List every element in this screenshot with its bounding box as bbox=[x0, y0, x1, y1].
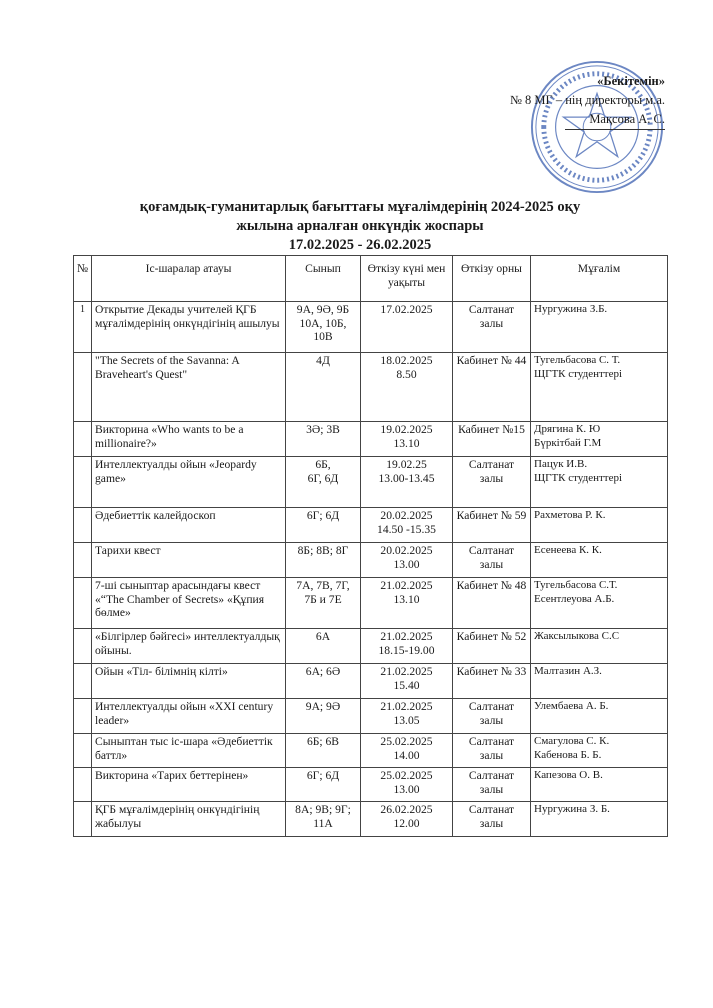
approval-position: № 8 МГ – нің директоры м.а. bbox=[509, 93, 665, 107]
cell-class: 6Б, 6Г, 6Д bbox=[286, 457, 361, 508]
cell-class: 6А bbox=[286, 629, 361, 664]
cell-date: 21.02.2025 13.10 bbox=[361, 578, 453, 629]
table-row bbox=[74, 543, 668, 578]
cell-teacher: Малтазин А.З. bbox=[531, 664, 668, 699]
heading-line-2: жылына арналған онкүндік жоспары bbox=[236, 218, 484, 234]
cell-date: 20.02.2025 14.50 -15.35 bbox=[361, 508, 453, 543]
cell-place: Салтанат залы bbox=[453, 734, 531, 768]
cell-num: 1 bbox=[74, 302, 92, 353]
cell-event: Тарихи квест bbox=[92, 543, 286, 578]
cell-num bbox=[74, 629, 92, 664]
cell-num bbox=[74, 802, 92, 837]
cell-class: 4Д bbox=[286, 353, 361, 422]
table-row bbox=[74, 768, 668, 802]
cell-event: 7-ші сыныптар арасындағы квест «“The Chamber of Secrets» «Құпия бөлме» bbox=[92, 578, 286, 629]
header-date: Өткізу күні мен уақыты bbox=[361, 256, 453, 302]
cell-date: 26.02.2025 12.00 bbox=[361, 802, 453, 837]
cell-place: Кабинет № 48 bbox=[453, 578, 531, 629]
cell-date: 21.02.2025 15.40 bbox=[361, 664, 453, 699]
cell-class: 9А; 9Ә bbox=[286, 699, 361, 734]
cell-num bbox=[74, 457, 92, 508]
cell-event: Интеллектуалды ойын «Jeopardy game» bbox=[92, 457, 286, 508]
cell-date: 21.02.2025 18.15-19.00 bbox=[361, 629, 453, 664]
cell-class: 6Б; 6В bbox=[286, 734, 361, 768]
table-row bbox=[74, 699, 668, 734]
table-row bbox=[74, 629, 668, 664]
cell-num bbox=[74, 768, 92, 802]
cell-event: Сыныптан тыс іс-шара «Әдебиеттік баттл» bbox=[92, 734, 286, 768]
cell-date: 18.02.2025 8.50 bbox=[361, 353, 453, 422]
cell-event: «Білгірлер бәйгесі» интеллектуалдық ойыны. bbox=[92, 629, 286, 664]
cell-class: 7А, 7В, 7Г, 7Б и 7Е bbox=[286, 578, 361, 629]
cell-event: Ойын «Тіл- білімнің кілті» bbox=[92, 664, 286, 699]
cell-place: Кабинет № 33 bbox=[453, 664, 531, 699]
cell-date: 25.02.2025 14.00 bbox=[361, 734, 453, 768]
cell-teacher: Нургужина З.Б. bbox=[531, 302, 668, 353]
cell-num bbox=[74, 734, 92, 768]
cell-event: Интеллектуалды ойын «XXI century leader» bbox=[92, 699, 286, 734]
cell-teacher: Тугельбасова С.Т. Есентлеуова А.Б. bbox=[531, 578, 668, 629]
cell-teacher: Капезова О. В. bbox=[531, 768, 668, 802]
cell-num bbox=[74, 699, 92, 734]
approval-block bbox=[510, 72, 665, 130]
cell-class: 6Г; 6Д bbox=[286, 508, 361, 543]
header-number: № bbox=[74, 256, 92, 302]
cell-date: 17.02.2025 bbox=[361, 302, 453, 353]
cell-place: Салтанат залы bbox=[453, 768, 531, 802]
table-row bbox=[74, 508, 668, 543]
cell-date: 20.02.2025 13.00 bbox=[361, 543, 453, 578]
cell-class: 9А, 9Ә, 9Б 10А, 10Б, 10В bbox=[286, 302, 361, 353]
cell-teacher: Улембаева А. Б. bbox=[531, 699, 668, 734]
header-event: Іс-шаралар атауы bbox=[92, 256, 286, 302]
cell-place: Кабинет № 44 bbox=[453, 353, 531, 422]
cell-place: Салтанат залы bbox=[453, 802, 531, 837]
cell-teacher: Дрягина К. Ю Бүркітбай Г.М bbox=[531, 422, 668, 457]
header-class: Сынып bbox=[286, 256, 361, 302]
cell-date: 19.02.2025 13.10 bbox=[361, 422, 453, 457]
header-teacher: Мұғалім bbox=[531, 256, 668, 302]
cell-class: 8А; 9В; 9Г; 11А bbox=[286, 802, 361, 837]
cell-place: Салтанат залы bbox=[453, 699, 531, 734]
table-row bbox=[74, 302, 668, 353]
cell-event: "The Secrets of the Savanna: A Braveheart's Quest" bbox=[92, 353, 286, 422]
cell-event: Открытие Декады учителей ҚГБ мұғалімдерінің онкүндігінің ашылуы bbox=[92, 302, 286, 353]
cell-teacher: Жаксылыкова С.С bbox=[531, 629, 668, 664]
header-place: Өткізу орны bbox=[453, 256, 531, 302]
cell-num bbox=[74, 353, 92, 422]
cell-event: ҚГБ мұғалімдерінің онкүндігінің жабылуы bbox=[92, 802, 286, 837]
document-heading bbox=[60, 198, 660, 255]
cell-class: 3Ә; 3В bbox=[286, 422, 361, 457]
cell-teacher: Нургужина З. Б. bbox=[531, 802, 668, 837]
table-row bbox=[74, 802, 668, 837]
cell-num bbox=[74, 578, 92, 629]
cell-num bbox=[74, 422, 92, 457]
cell-class: 6А; 6Ә bbox=[286, 664, 361, 699]
cell-teacher: Пацук И.В. ЩГТК студенттері bbox=[531, 457, 668, 508]
cell-event: Викторина «Who wants to be a millionaire?» bbox=[92, 422, 286, 457]
signatory-name: Мақсова А. С. bbox=[565, 110, 665, 130]
cell-teacher: Есенеева К. К. bbox=[531, 543, 668, 578]
table-row bbox=[74, 422, 668, 457]
cell-place: Кабинет № 52 bbox=[453, 629, 531, 664]
cell-place: Салтанат залы bbox=[453, 543, 531, 578]
table-header-row bbox=[74, 256, 668, 302]
cell-date: 21.02.2025 13.05 bbox=[361, 699, 453, 734]
approval-title: «Бекітемін» bbox=[597, 74, 665, 88]
cell-teacher: Тугельбасова С. Т. ЩГТК студенттері bbox=[531, 353, 668, 422]
heading-line-1: қоғамдық-гуманитарлық бағыттағы мұғалімдерінің 2024-2025 оқу bbox=[139, 199, 581, 215]
cell-place: Салтанат залы bbox=[453, 302, 531, 353]
heading-dates: 17.02.2025 - 26.02.2025 bbox=[288, 237, 432, 253]
table-row bbox=[74, 353, 668, 422]
table-row bbox=[74, 734, 668, 768]
cell-num bbox=[74, 664, 92, 699]
cell-place: Кабинет № 59 bbox=[453, 508, 531, 543]
cell-num bbox=[74, 508, 92, 543]
cell-event: Әдебиеттік калейдоскоп bbox=[92, 508, 286, 543]
events-table bbox=[73, 255, 668, 837]
cell-class: 6Г; 6Д bbox=[286, 768, 361, 802]
cell-place: Салтанат залы bbox=[453, 457, 531, 508]
approval-signatory bbox=[510, 110, 665, 130]
cell-class: 8Б; 8В; 8Г bbox=[286, 543, 361, 578]
cell-teacher: Рахметова Р. К. bbox=[531, 508, 668, 543]
cell-teacher: Смагулова С. К. Кабенова Б. Б. bbox=[531, 734, 668, 768]
cell-event: Викторина «Тарих беттерінен» bbox=[92, 768, 286, 802]
cell-place: Кабинет №15 bbox=[453, 422, 531, 457]
cell-num bbox=[74, 543, 92, 578]
cell-date: 19.02.25 13.00-13.45 bbox=[361, 457, 453, 508]
table-row bbox=[74, 578, 668, 629]
table-row bbox=[74, 664, 668, 699]
table-row bbox=[74, 457, 668, 508]
cell-date: 25.02.2025 13.00 bbox=[361, 768, 453, 802]
